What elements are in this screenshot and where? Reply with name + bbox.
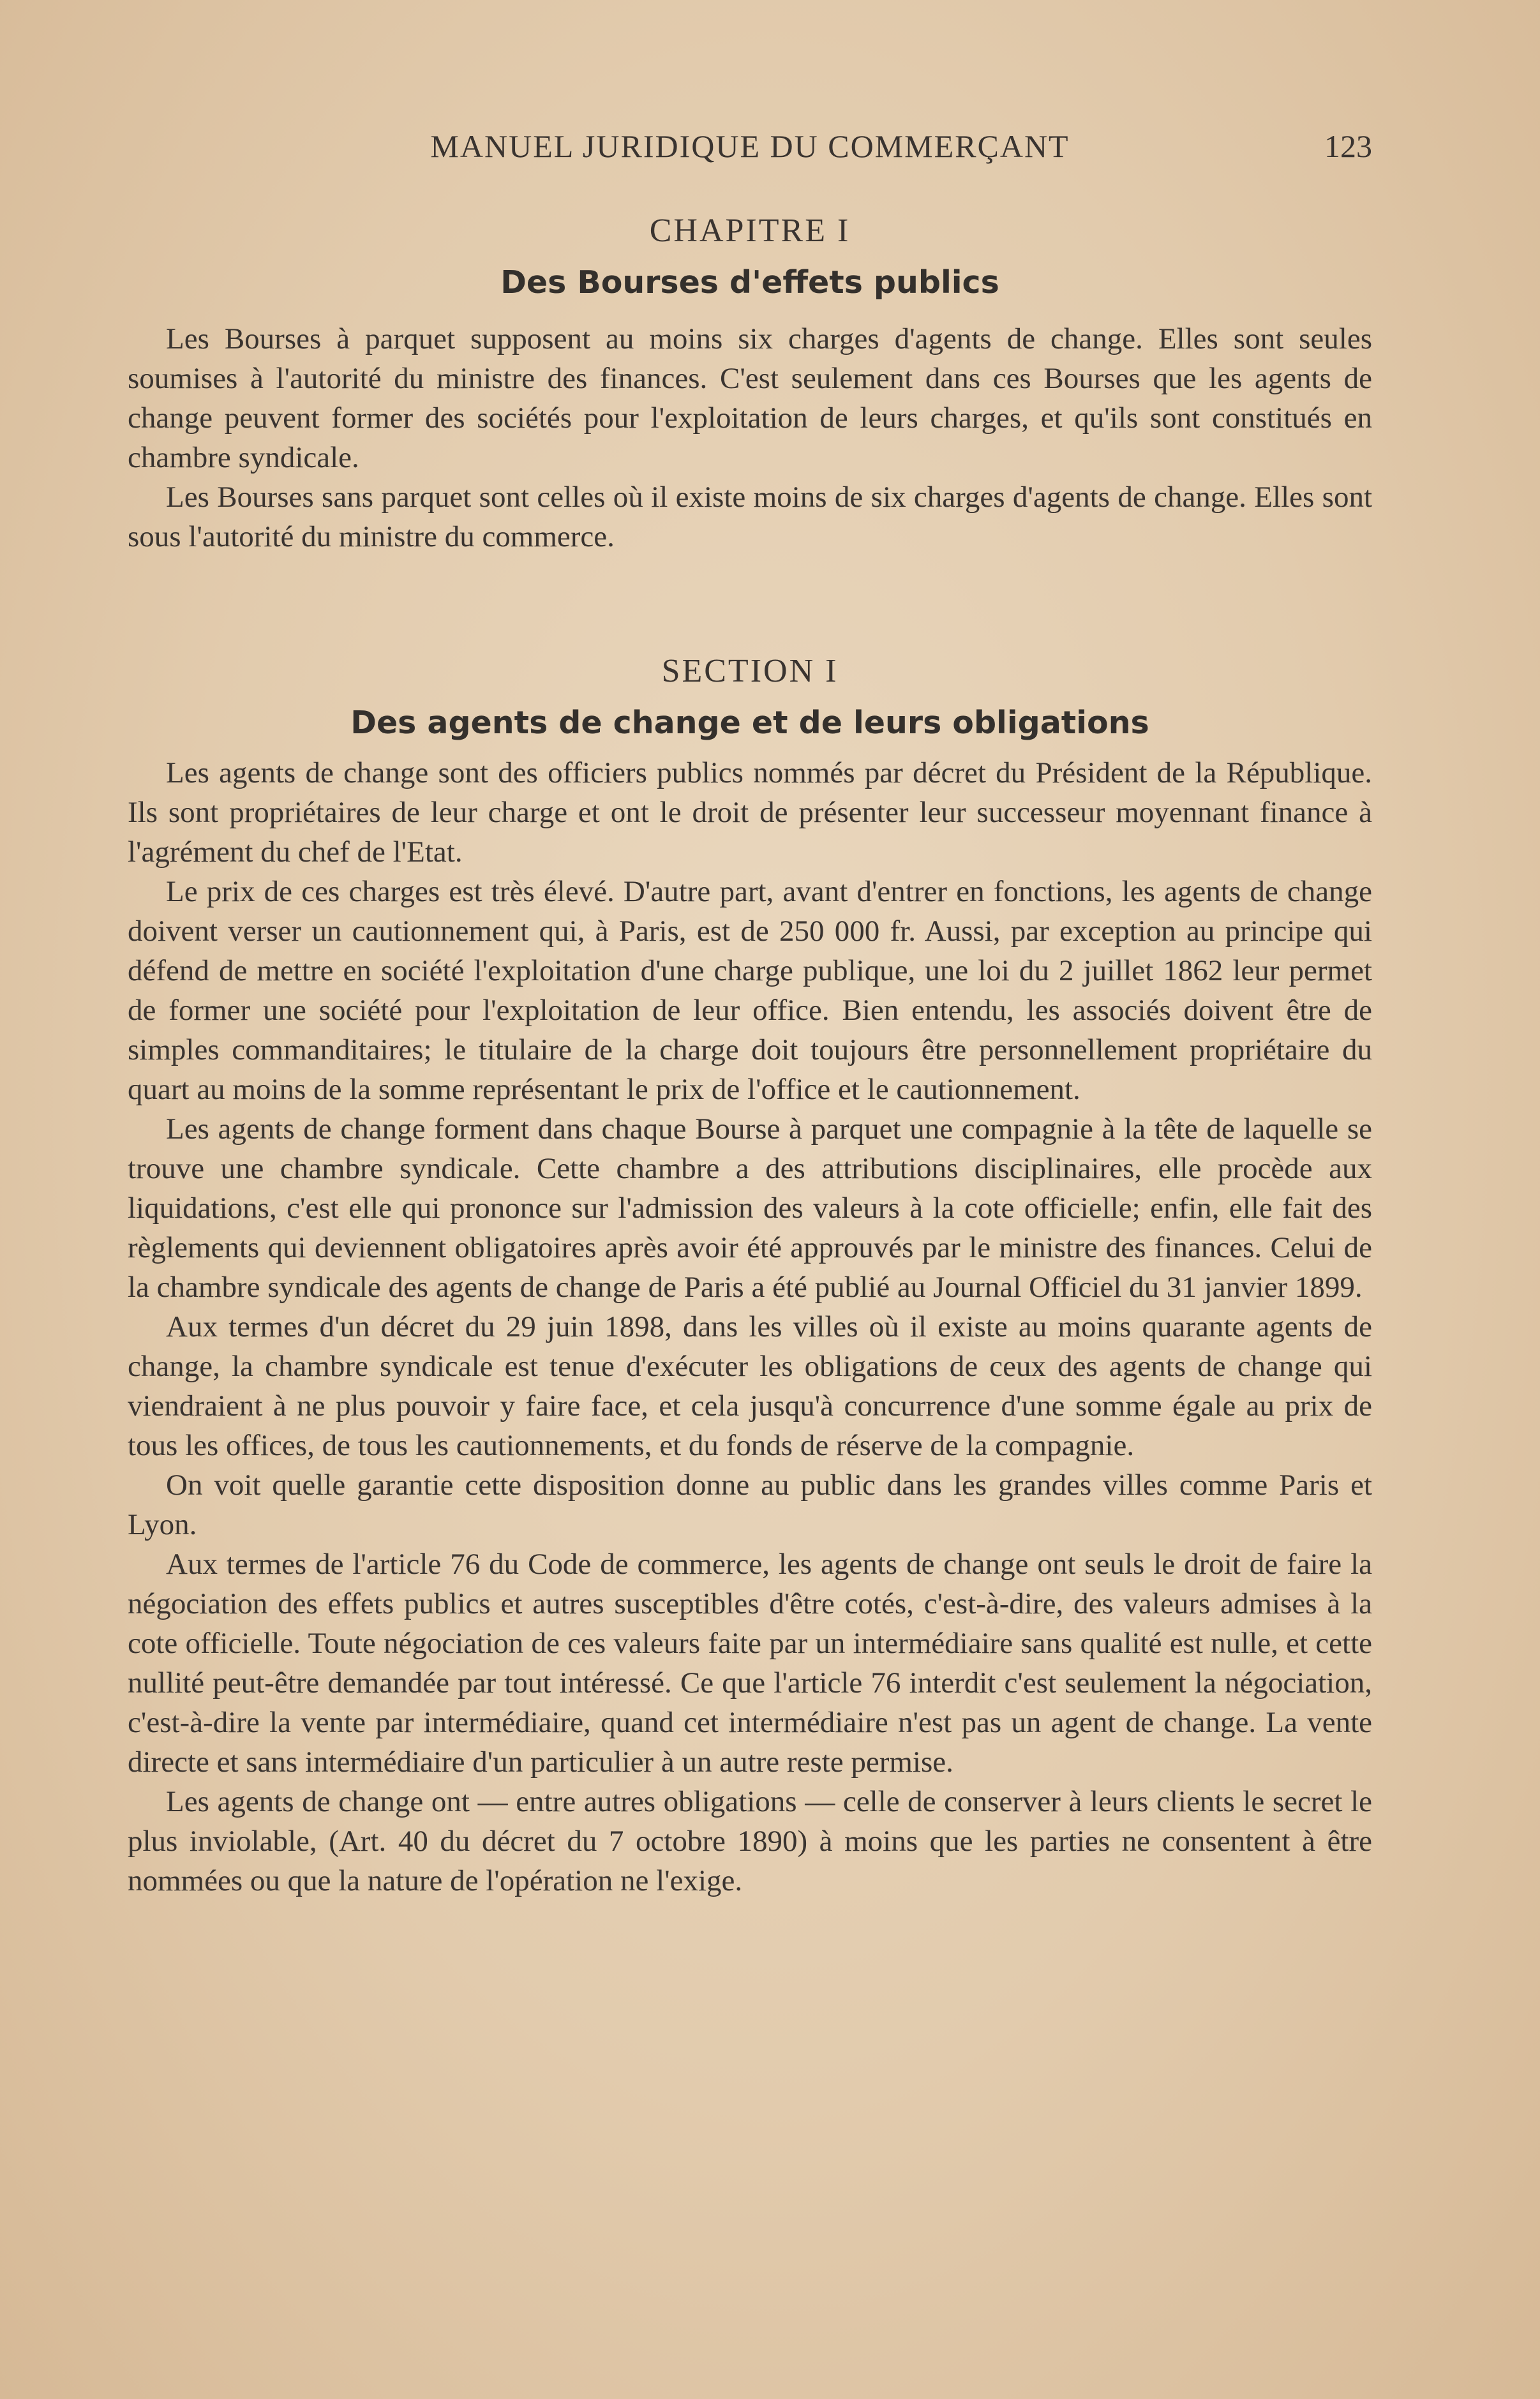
section-label: SECTION I [661,653,839,689]
paragraph: Les Bourses sans parquet sont celles où il existe moins de six charges d'agents de change. Elles sont sous l'autorité du ministre du commerce. [128,481,1372,553]
paragraph: Aux termes de l'article 76 du Code de commerce, les agents de change ont seuls le droit de faire la négociation des effets publics et autres susceptibles d'être cotés, c'est-à-dire, des valeurs admises à la cote officielle. Toute négociation de ces valeurs faite par un intermédiaire sans qualité est nulle, et cette nullité peut-être demandée par tout intéressé. Ce que l'article 76 interdit c'est seulement la négociation, c'est-à-dire la vente par intermédiaire, quand cet intermédiaire n'est pas un agent de change. La vente directe et sans intermédiaire d'un particulier à un autre reste permise. [128,1548,1372,1779]
section-body [128,753,1372,1901]
section-heading: Des agents de change et de leurs obligations [350,705,1149,741]
running-title: MANUEL JURIDIQUE DU COMMERÇANT [430,128,1070,164]
chapter-label: CHAPITRE I [649,213,851,249]
paragraph: Les agents de change ont — entre autres obligations — celle de conserver à leurs clients le secret le plus inviolable, (Art. 40 du décret du 7 octobre 1890) à moins que les parties ne consentent à être nommées ou que la nature de l'opération ne l'exige. [128,1785,1372,1897]
paragraph: Le prix de ces charges est très élevé. D'autre part, avant d'entrer en fonctions, les agents de change doivent verser un cautionnement qui, à Paris, est de 250 000 fr. Aussi, par exception au principe qui défend de mettre en société l'exploitation d'une charge publique, une loi du 2 juillet 1862 leur permet de former une société pour l'exploitation de leur office. Bien entendu, les associés doivent être de simples commanditaires; le titulaire de la charge doit toujours être personnellement propriétaire du quart au moins de la somme représentant le prix de l'office et le cautionnement. [128,875,1372,1106]
chapter-heading: Des Bourses d'effets publics [500,264,999,301]
paragraph: Les agents de change sont des officiers publics nommés par décret du Président de la République. Ils sont propriétaires de leur charge et ont le droit de présenter leur successeur moyennant finance à l'agrément du chef de l'Etat. [128,756,1372,869]
paragraph: Les agents de change forment dans chaque Bourse à parquet une compagnie à la tête de laquelle se trouve une chambre syndicale. Cette chambre a des attributions disciplinaires, elle procède aux liquidations, c'est elle qui prononce sur l'admission des valeurs à la cote officielle; enfin, elle fait des règlements qui deviennent obligatoires après avoir été approuvés par le ministre des finances. Celui de la chambre syndicale des agents de change de Paris a été publié au Journal Officiel du 31 janvier 1899. [128,1112,1372,1304]
chapter-body [128,319,1372,557]
page-header [128,128,1372,172]
paragraph: Aux termes d'un décret du 29 juin 1898, dans les villes où il existe au moins quarante agents de change, la chambre syndicale est tenue d'exécuter les obligations de ceux des agents de change qui viendraient à ne plus pouvoir y faire face, et cela jusqu'à concurrence d'une somme égale au prix de tous les offices, de tous les cautionnements, et du fonds de réserve de la compagnie. [128,1310,1372,1462]
page-number: 123 [1324,128,1372,164]
paragraph: On voit quelle garantie cette disposition donne au public dans les grandes villes comme Paris et Lyon. [128,1469,1372,1541]
paragraph: Les Bourses à parquet supposent au moins six charges d'agents de change. Elles sont seules soumises à l'autorité du ministre des finances. C'est seulement dans ces Bourses que les agents de change peuvent former des sociétés pour l'exploitation de leurs charges, et qu'ils sont constitués en chambre syndicale. [128,322,1372,474]
